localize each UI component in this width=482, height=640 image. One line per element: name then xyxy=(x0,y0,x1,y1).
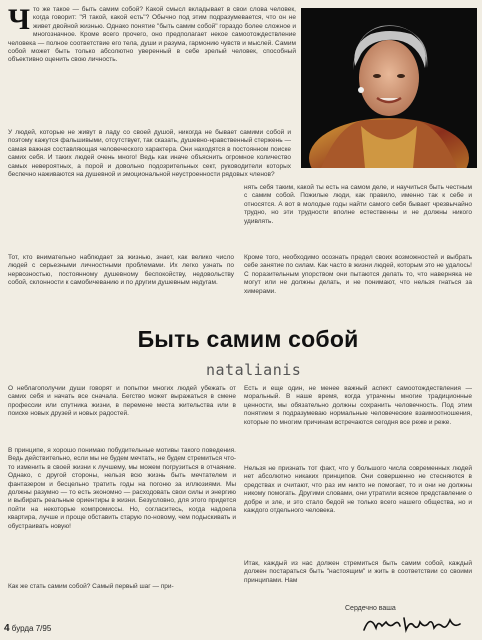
col2-lower-paragraph-1: Есть и еще один, не менее важный аспект самоотождествления — моральный. В наше время, когда утрачены многие традиционные ценности, мы обязательно должны сохранить человечность. Под этим понятием я подразумеваю нормальные человеческие взаимоотношения, которые по многим причинам встречаются сегодня все реже и реже. xyxy=(244,385,472,426)
intro-paragraph: Ч то же такое — быть самим собой? Какой смысл вкладывает в свои слова человек, когда говорит: "Я такой, какой есть"? Обычно под этим подразумевается, что он не живет двойной жизнью. Однако понятие "быть самим собой" гораздо более сложное и многозначное. Кроме всего прочего, оно предполагает некое самоотождествление человека — полное соответствие его тела, души и разума, гармонию чувств и мыслей. Самим собой может быть только абсолютно уверенный в себе зрелый человек, способный объективно оценить свою личность. xyxy=(8,6,296,64)
col2-lower-paragraph-2: Нельзя не признать тот факт, что у большого числа современных людей нет абсолютно никаких принципов. Они совершенно не стесняются в средствах и считают, что раз им никто не помогает, то и они не должны никому помогать. Другими словами, они утратили всякое представление о добре и зле, и это стало бедой не только всего нашего общества, но и каждого отдельного человека. xyxy=(244,465,472,515)
col2-paragraph-2: Кроме того, необходимо осознать предел своих возможностей и выбрать себе занятие по силам. Как часто в жизни людей, которым это не удалось! С поразительным упорством они пытаются делать то, что наверняка не могут или не должны делать, и не понимают, что нельзя гнаться за химерами. xyxy=(244,254,472,295)
page-number: 4 xyxy=(4,623,10,634)
article-title: Быть самим собой xyxy=(137,326,359,352)
drop-cap: Ч xyxy=(8,6,31,36)
author-signature xyxy=(360,612,468,634)
col1-lower-paragraph-2: В принципе, я хорошо понимаю побудительные мотивы такого поведения. Ведь действительно, если мы не будем мечтать, не будем стремиться что-то изменить в своей жизни к лучшему, мы можем погрузиться в отчаяние. Однако, с другой стороны, нельзя всю жизнь быть мечтателем и фантазером и бесцельно тратить годы на погоню за иллюзиями. Мы должны разумно — то есть экономно — расходовать свои силы и энергию и выбирать реальные ориентиры в жизни. Безусловно, для этого придется пойти на некоторые компромиссы. Но, согласитесь, когда надоела квартира, лучше и проще обставить старую по-новому, чем подыскивать и обустраивать новую! xyxy=(8,447,236,530)
col1-paragraph-3: Тот, кто внимательно наблюдает за жизнью, знает, как велико число людей с серьезными личностными проблемами. Их легко узнать по нервозностью, постоянному душевному беспокойству, недовольству собой, склонности к самобичеванию и по другим душевным недугам. xyxy=(8,254,234,287)
col1-lower-paragraph-3: Как же стать самим собой? Самый первый шаг — при- xyxy=(8,583,174,590)
portrait-photo xyxy=(301,8,477,168)
col2-lower-paragraph-3: Итак, каждый из нас должен стремиться быть самим собой, каждый должен постараться быть "настоящим" и жить в соответствии со своими принципами. Нам xyxy=(244,560,472,584)
watermark-text: natalianis xyxy=(206,361,302,379)
woman-portrait-image xyxy=(301,8,477,168)
col1-lower-paragraph-1: О неблагополучии души говорят и попытки многих людей убежать от самих себя и начать все сначала. Бегство может выражаться в смене профессии или спутника жизни, в перемене места жительства или в поиске новых друзей и новых радостей. xyxy=(8,385,236,418)
closing-regards: Сердечно ваша xyxy=(345,605,396,612)
col1-paragraph-2: У людей, которые не живут в ладу со своей душой, никогда не бывает самими собой и поэтому кажутся фальшивыми, отсутствует, так сказать, душевно-нравственный стержень — самая важная составляющая человеческого характера. Они находятся в постоянном поиске самих себя. И таких людей очень много! Ведь как иначе объяснить огромное количество самых невероятных, а порой и довольно подозрительных сект, руководители которых беспечно наживаются на душевной и эмоциональной неустроенности рядовых членов? xyxy=(8,129,291,179)
magazine-issue: бурда 7/95 xyxy=(11,624,52,633)
page-footer xyxy=(4,623,51,634)
col2-paragraph-1: нять себя таким, какой ты есть на самом деле, и научиться быть честным с самим собой. Пожилые люди, как правило, именно так к себе и относятся. А вот в молодые годы найти самого себя бывает чрезвычайно трудно, но эти трудности вполне естественны и не должны никого удивлять. xyxy=(244,184,472,225)
